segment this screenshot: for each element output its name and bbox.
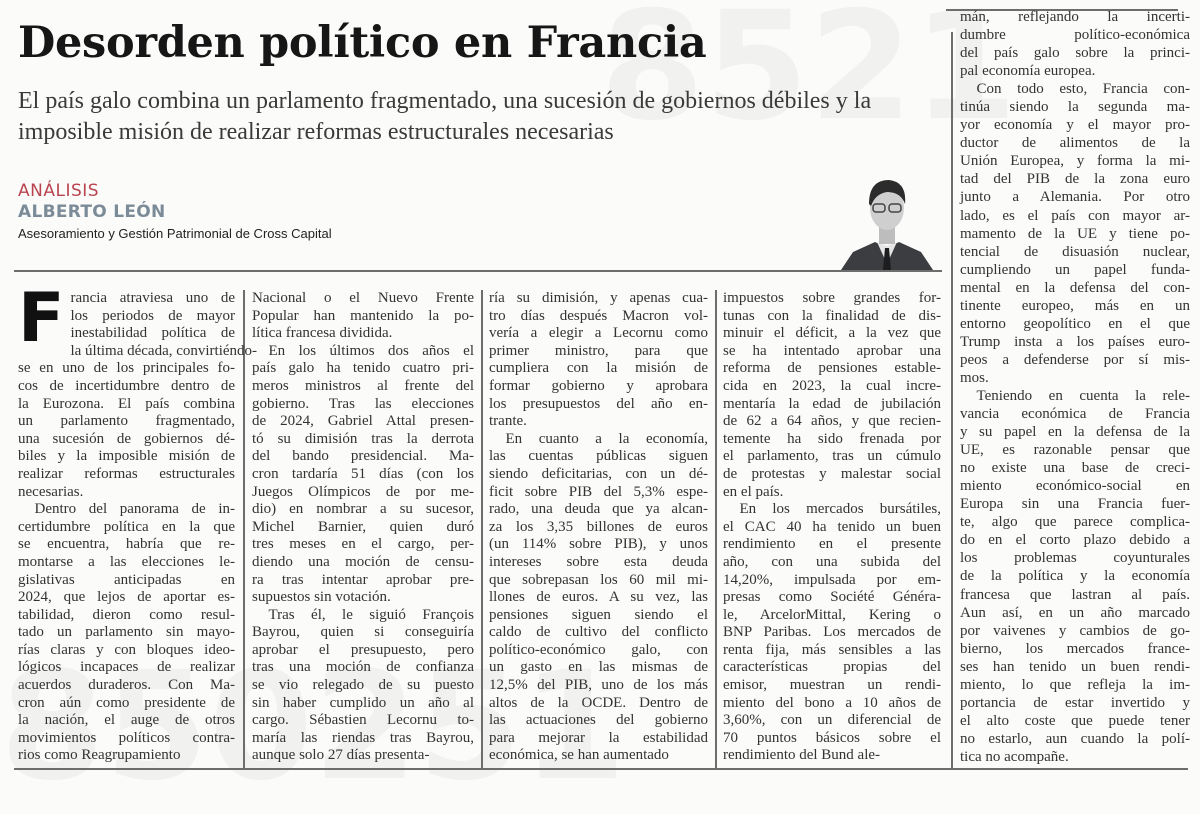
paragraph-line: dio) en nombrar a su sucesor,	[252, 501, 474, 518]
paragraph-line: de la política y la economía	[960, 568, 1190, 585]
paragraph-line: diendo una moción de censu-	[252, 553, 474, 570]
paragraph-line: intereses sobre esta deuda	[489, 553, 708, 570]
paragraph-line: le, ArcelorMittal, Kering o	[723, 606, 941, 623]
paragraph-line: siendo deficitarias, con un dé-	[489, 465, 708, 482]
paragraph-line: características propias del	[723, 659, 941, 676]
paragraph-line: político-económico galo, con	[489, 641, 708, 658]
paragraph-line: pensiones siguen siendo el	[489, 606, 708, 623]
paragraph-line: no estarlo, aun cuando la polí-	[960, 730, 1190, 747]
paragraph-line: BNP Paribas. Los mercados de	[723, 624, 941, 641]
paragraph-line: sin haber cumplido un año al	[252, 694, 474, 711]
paragraph-line: tinente europeo, más en un	[960, 297, 1190, 314]
paragraph-line: pal economía europea.	[960, 63, 1096, 80]
footer-divider	[14, 768, 1188, 770]
paragraph-line: (un 114% sobre PIB), y unos	[489, 536, 708, 553]
paragraph-line: entorno geopolítico en el que	[960, 315, 1190, 332]
paragraph-line: junto a Alemania. Por otro	[960, 189, 1190, 206]
paragraph-line: Michel Barnier, quien duró	[252, 518, 474, 535]
paragraph-line: el parlamento, tras un cúmulo	[723, 448, 941, 465]
paragraph-line: movimientos políticos contra-	[18, 729, 235, 746]
paragraph-line: trante.	[489, 413, 527, 430]
paragraph-line: las cuentas públicas siguen	[489, 448, 708, 465]
paragraph-line: UE, es razonable pensar que	[960, 442, 1190, 459]
paragraph-line: se vio relegado de su puesto	[252, 677, 474, 694]
paragraph-line: cumpliendo un papel funda-	[960, 261, 1190, 278]
body-column-2	[252, 290, 474, 765]
paragraph-line: altos de la OCDE. Dentro de	[489, 694, 708, 711]
paragraph-line: tres meses en el cargo, per-	[252, 536, 474, 553]
paragraph-line: cida en 2023, la cual incre-	[723, 377, 941, 394]
body-column-1	[18, 279, 258, 765]
article-title: Desorden político en Francia	[18, 18, 707, 68]
column-rule	[715, 290, 717, 768]
paragraph-line: ses han tenido un buen rendi-	[960, 658, 1190, 675]
paragraph-line: cargo. Sébastien Lecornu to-	[252, 712, 474, 729]
paragraph-line: acuerdos duraderos. Con Ma-	[18, 677, 235, 694]
paragraph-line: Unión Europea, y forma la mi-	[960, 153, 1190, 170]
paragraph-line: tado un parlamento sin mayo-	[18, 624, 235, 641]
paragraph-line: Con todo esto, Francia con-	[976, 81, 1190, 98]
paragraph-line: año, con una subida del	[723, 553, 941, 570]
paragraph-line: do en el corto plazo debido a	[960, 532, 1190, 549]
paragraph-line: los problemas coyunturales	[960, 550, 1190, 567]
paragraph-line: un gasto en las mismas de	[489, 659, 708, 676]
paragraph-line: formar gobierno y aprobara	[489, 377, 708, 394]
paragraph-line: emisor, muestran un rendi-	[723, 677, 941, 694]
paragraph-line: tro días después Macron vol-	[489, 307, 708, 324]
paragraph-line: temente ha sido frenada por	[723, 430, 941, 447]
paragraph-line: del bando presidencial. Ma-	[252, 448, 474, 465]
paragraph-line: cos de incertidumbre dentro de	[18, 377, 235, 394]
paragraph-line: Aun así, en un año marcado	[960, 604, 1190, 621]
paragraph-line: por vaivenes y cambios de go-	[960, 622, 1190, 639]
paragraph-line: ría su dimisión, y apenas cua-	[489, 290, 708, 306]
paragraph-line: los presupuestos del año en-	[489, 395, 708, 412]
paragraph-line: bierno, los mercados france-	[960, 640, 1190, 657]
article-subtitle: El país galo combina un parlamento fragmentado, una sucesión de gobiernos débiles y la imposible misión de realizar reformas estructurales necesarias	[18, 88, 872, 145]
paragraph-line: las actuaciones del gobierno	[489, 712, 708, 729]
paragraph-line: 70 puntos básicos sobre el	[723, 729, 941, 746]
paragraph-line: Trump insta a los países euro-	[960, 333, 1190, 350]
paragraph-line: peos a defenderse por sí mis-	[960, 351, 1190, 368]
paragraph-line: caldo de cultivo del conflicto	[489, 624, 708, 641]
paragraph-line: llones de euros. A su vez, las	[489, 589, 708, 606]
paragraph-line: reforma de pensiones estable-	[723, 360, 941, 377]
paragraph-line: tencial de disuasión nuclear,	[960, 243, 1190, 260]
paragraph-line: Teniendo en cuenta la rele-	[976, 387, 1190, 404]
paragraph-line: de 2024, Gabriel Attal presen-	[252, 413, 474, 430]
paragraph-line: no existe una base de creci-	[960, 460, 1190, 477]
paragraph-line: de 62 a 64 años, y que recien-	[723, 413, 941, 430]
paragraph-line: cron tardaría 51 días (con los	[252, 465, 474, 482]
paragraph-line: impuestos sobre grandes for-	[723, 290, 941, 306]
paragraph-line: los periodos de mayor	[70, 307, 235, 324]
paragraph-line: en el país.	[723, 483, 784, 500]
paragraph-line: lítica francesa dividida.	[252, 325, 393, 342]
paragraph-line: miento del bono a 10 años de	[723, 694, 941, 711]
paragraph-line: supuestos sin votación.	[252, 589, 391, 606]
paragraph-line: mán, reflejando la incerti-	[960, 9, 1190, 25]
body-column-3	[489, 290, 708, 765]
paragraph-line: portancia de estar invertido y	[960, 694, 1190, 711]
drop-cap: F	[18, 279, 65, 358]
paragraph-line: primer ministro, para que	[489, 342, 708, 359]
paragraph-line: renta fija, más sensibles a las	[723, 641, 941, 658]
paragraph-line: y su papel en la defensa de la	[960, 424, 1190, 441]
paragraph-line: rendimiento en el presente	[723, 536, 941, 553]
paragraph-line: tad del PIB de la zona euro	[960, 171, 1190, 188]
paragraph-line: 14,20%, impulsada por em-	[723, 571, 941, 588]
paragraph-line: za los 3,35 billones de euros	[489, 518, 708, 535]
paragraph-line: certidumbre política en la que	[18, 518, 235, 535]
paragraph-line: 3,60%, con un diferencial de	[723, 712, 941, 729]
paragraph-line: En los últimos dos años el	[268, 342, 474, 359]
paragraph-line: económica, se han aumentado	[489, 747, 669, 764]
paragraph-line: rías claras y con bloques ideo-	[18, 641, 235, 658]
column-rule	[481, 290, 483, 768]
paragraph-line: mentaría la edad de jubilación	[723, 395, 941, 412]
paragraph-line: Juegos Olímpicos de por me-	[252, 483, 474, 500]
paragraph-line: cron aún como presidente de	[18, 694, 235, 711]
paragraph-line: ductor de alimentos de la	[960, 135, 1190, 152]
paragraph-line: ficit sobre PIB del 5,3% espe-	[489, 483, 708, 500]
body-column-4	[723, 290, 941, 765]
paragraph-line: rios como Reagrupamiento	[18, 747, 181, 764]
paragraph-line: un parlamento fragmentado,	[18, 413, 235, 430]
paragraph-line: para mejorar la estabilidad	[489, 729, 708, 746]
paragraph-line: inestabilidad política de	[70, 325, 235, 342]
paragraph-line: realizar reformas estructurales	[18, 465, 235, 482]
paragraph-line: montarse a las elecciones le-	[18, 553, 235, 570]
paragraph-line: gislativas anticipadas en	[18, 571, 235, 588]
paragraph-line: se ha intentado aprobar una	[723, 342, 941, 359]
paragraph-line: Tras él, le siguió François	[268, 606, 474, 623]
paragraph-line: país galo ha tenido cuatro pri-	[252, 360, 474, 377]
paragraph-line: vería a elegir a Lecornu como	[489, 325, 708, 342]
paragraph-line: lado, es el país con mayor ar-	[960, 207, 1190, 224]
paragraph-line: la Eurozona. El país combina	[18, 395, 235, 412]
paragraph-line: yor economía y el mayor pro-	[960, 117, 1190, 134]
author-affiliation: Asesoramiento y Gestión Patrimonial de Cross Capital	[18, 226, 332, 241]
paragraph-line: tó su dimisión tras la derrota	[252, 430, 474, 447]
paragraph-line: rancia atraviesa uno de	[70, 290, 235, 306]
paragraph-line: lógicos incapaces de realizar	[18, 659, 235, 676]
paragraph-line: una sucesión de gobiernos dé-	[18, 430, 235, 447]
paragraph-line: ra tras intentar aprobar pre-	[252, 571, 474, 588]
section-label: ANÁLISIS	[18, 181, 100, 201]
paragraph-line: el CAC 40 ha tenido un buen	[723, 518, 941, 535]
paragraph-line: mental en la defensa del con-	[960, 279, 1190, 296]
paragraph-line: francesa que lastran al país.	[960, 586, 1190, 603]
paragraph-line: rendimiento del Bund ale-	[723, 747, 881, 764]
paragraph-line: tras una moción de confianza	[252, 659, 474, 676]
paragraph-line: Europa sin una Francia fuer-	[960, 496, 1190, 513]
paragraph-line: minuir el déficit, a la vez que	[723, 325, 941, 342]
body-column-5	[960, 8, 1190, 766]
header-divider	[14, 270, 942, 272]
paragraph-line: la última década, convirtiéndo-	[70, 342, 258, 359]
paragraph-line: se en uno de los principales fo-	[18, 360, 235, 377]
paragraph-line: la nación, el auge de otros	[18, 712, 235, 729]
paragraph-line: tica no acompañe.	[960, 748, 1069, 765]
paragraph-line: dumbre político-económica	[960, 27, 1190, 44]
paragraph-line: miento económico-social en	[960, 478, 1190, 495]
paragraph-line: 2024, que lejos de aportar es-	[18, 589, 235, 606]
paragraph-line: tunas con la finalidad de dis-	[723, 307, 941, 324]
paragraph-line: vancia económica de Francia	[960, 406, 1190, 423]
paragraph-line: tinúa siendo la segunda ma-	[960, 99, 1190, 116]
paragraph-line: tabilidad, dieron como resul-	[18, 606, 235, 623]
paragraph-line: Dentro del panorama de in-	[34, 501, 235, 518]
paragraph-line: Nacional o el Nuevo Frente	[252, 290, 474, 306]
paragraph-line: meros ministros al frente del	[252, 377, 474, 394]
paragraph-line: mos.	[960, 369, 989, 386]
paragraph-line: te, algo que parece complica-	[960, 514, 1190, 531]
column-rule	[951, 32, 953, 768]
paragraph-line: que sobrepasan los 60 mil mi-	[489, 571, 708, 588]
paragraph-line: se encuentra, habría que re-	[18, 536, 235, 553]
paragraph-line: maría las riendas tras Bayrou,	[252, 729, 474, 746]
column-rule	[243, 290, 245, 768]
paragraph-line: miento, lo que refleja la im-	[960, 676, 1190, 693]
paragraph-line: del país galo sobre la princi-	[960, 45, 1190, 62]
author-name: ALBERTO LEÓN	[18, 202, 166, 222]
paragraph-line: 12,5% del PIB, uno de los más	[489, 677, 708, 694]
paragraph-line: biles y la imposible misión de	[18, 448, 235, 465]
paragraph-line: aunque solo 27 días presenta-	[252, 747, 430, 764]
paragraph-line: mamento de la UE y tiene po-	[960, 225, 1190, 242]
paragraph-line: de protestas y malestar social	[723, 465, 941, 482]
paragraph-line: gobierno. Tras las elecciones	[252, 395, 474, 412]
paragraph-line: aprobar el presupuesto, pero	[252, 641, 474, 658]
paragraph-line: presas como Société Généra-	[723, 589, 941, 606]
paragraph-line: rado, una deuda que ya alcan-	[489, 501, 708, 518]
paragraph-line: necesarias.	[18, 483, 84, 500]
paragraph-line: En cuanto a la economía,	[505, 430, 708, 447]
paragraph-line: Bayrou, quien si conseguiría	[252, 624, 474, 641]
paragraph-line: En los mercados bursátiles,	[739, 501, 941, 518]
paragraph-line: cumpliera con la misión de	[489, 360, 708, 377]
author-photo	[833, 168, 941, 270]
paragraph-line: el alto coste que puede tener	[960, 712, 1190, 729]
paragraph-line: Popular han mantenido la po-	[252, 307, 474, 324]
